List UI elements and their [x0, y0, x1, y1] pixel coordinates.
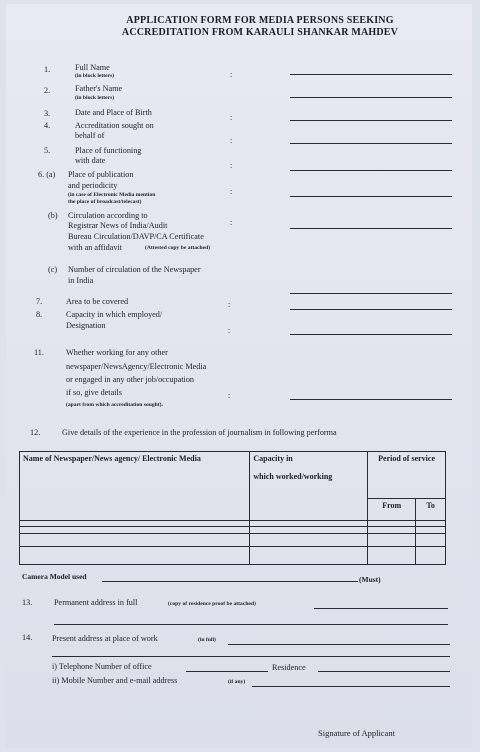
- item-number: 7.: [36, 297, 43, 306]
- item-number: 12.: [30, 428, 41, 437]
- circulation-note: (Attested copy be attached): [145, 245, 211, 251]
- table-row[interactable]: [20, 534, 446, 547]
- full-name-note: (in block letters): [75, 73, 115, 79]
- full-name-label: Full Name: [75, 63, 110, 72]
- circulation-number-label-1: Number of circulation of the Newspaper: [68, 265, 201, 274]
- item-number: 11.: [34, 348, 44, 357]
- colon: :: [228, 326, 231, 335]
- table-row[interactable]: [20, 547, 446, 565]
- other-work-label-1: Whether working for any other: [66, 348, 168, 357]
- fathers-name-label: Father's Name: [75, 84, 123, 93]
- item-number: 13.: [22, 598, 33, 607]
- present-address-field-2[interactable]: [52, 656, 450, 657]
- colon: :: [230, 218, 233, 227]
- circulation-label-4: with an affidavit: [68, 243, 122, 252]
- experience-label: Give details of the experience in the profession of journalism in following performa: [62, 428, 337, 437]
- experience-table: [19, 451, 446, 565]
- item-number: (c): [48, 265, 58, 274]
- table-header-from: From: [368, 499, 416, 521]
- area-label: Area to be covered: [66, 297, 129, 306]
- circulation-number-label-2: in India: [68, 276, 94, 285]
- other-work-label-4: if so, give details: [66, 388, 122, 397]
- publication-label-2: and periodicity: [68, 181, 118, 190]
- circulation-number-field[interactable]: [290, 293, 452, 294]
- circulation-label-1: Circulation according to: [68, 211, 148, 220]
- permanent-address-note: (copy of residence proof be attached): [168, 601, 256, 607]
- item-number: 1.: [44, 65, 51, 74]
- table-header-capacity-1: Capacity in: [253, 454, 293, 463]
- accreditation-field[interactable]: [290, 143, 452, 144]
- colon: :: [230, 113, 233, 122]
- mobile-label: ii) Mobile Number and e-mail address: [52, 676, 178, 685]
- fathers-name-field[interactable]: [290, 97, 452, 98]
- present-address-field-1[interactable]: [228, 644, 450, 645]
- permanent-address-field-2[interactable]: [54, 624, 448, 625]
- item-number: 3.: [44, 109, 51, 118]
- other-work-label-2: newspaper/NewsAgency/Electronic Media: [66, 362, 207, 371]
- telephone-office-field[interactable]: [186, 671, 268, 672]
- capacity-label-1: Capacity in which employed/: [66, 310, 163, 319]
- circulation-label-3: Bureau Circulation/DAVP/CA Certificate: [68, 232, 204, 241]
- publication-label-1: Place of publication: [68, 170, 134, 179]
- residence-label: Residence: [272, 663, 306, 672]
- present-address-label: Present address at place of work: [52, 634, 158, 643]
- signature-label: Signature of Applicant: [318, 728, 395, 738]
- table-header-newspaper: Name of Newspaper/News agency/ Electronic Media: [20, 452, 250, 521]
- colon: :: [228, 391, 231, 400]
- mobile-email-field[interactable]: [252, 686, 450, 687]
- functioning-label-1: Place of functioning: [75, 146, 142, 155]
- colon: :: [230, 70, 233, 79]
- mobile-note: (if any): [228, 679, 246, 685]
- functioning-label-2: with date: [75, 156, 106, 165]
- table-header-to: To: [416, 499, 446, 521]
- table-row[interactable]: [20, 527, 446, 534]
- area-field[interactable]: [290, 309, 452, 310]
- publication-note-1: (in case of Electronic Media mention: [68, 192, 156, 198]
- camera-label: Camera Model used: [22, 572, 87, 581]
- publication-note-2: the place of broadcast/telecast): [68, 199, 142, 205]
- camera-must: (Must): [359, 575, 381, 584]
- other-work-label-3: or engaged in any other job/occupation: [66, 375, 195, 384]
- table-header-capacity-2: which worked/working: [253, 472, 333, 481]
- colon: :: [230, 136, 233, 145]
- publication-field[interactable]: [290, 196, 452, 197]
- colon: :: [230, 187, 233, 196]
- circulation-field[interactable]: [290, 228, 452, 229]
- functioning-field[interactable]: [290, 170, 452, 171]
- table-header-period: Period of service: [368, 452, 446, 499]
- colon: :: [228, 300, 231, 309]
- circulation-label-2: Registrar News of India/Audit: [68, 221, 168, 230]
- table-header-capacity: [250, 452, 368, 521]
- colon: :: [230, 161, 233, 170]
- accreditation-label-2: behalf of: [75, 131, 105, 140]
- item-number: 4.: [44, 121, 51, 130]
- permanent-address-field-1[interactable]: [314, 608, 448, 609]
- full-name-field[interactable]: [290, 74, 452, 75]
- item-number: 8.: [36, 310, 43, 319]
- item-number: 14.: [22, 633, 33, 642]
- item-number: (b): [48, 211, 58, 220]
- fathers-name-note: (in block letters): [75, 95, 115, 101]
- accreditation-label-1: Accreditation sought on: [75, 121, 154, 130]
- other-work-note: (apart from which accreditation sought).: [66, 402, 163, 408]
- item-number: 2.: [44, 86, 51, 95]
- capacity-field[interactable]: [290, 334, 452, 335]
- present-address-note: (in full): [198, 637, 216, 643]
- item-number: 6. (a): [38, 170, 56, 179]
- telephone-residence-field[interactable]: [318, 671, 450, 672]
- other-work-field[interactable]: [290, 399, 452, 400]
- telephone-label: i) Telephone Number of office: [52, 662, 152, 671]
- capacity-label-2: Designation: [66, 321, 106, 330]
- dob-label: Date and Place of Birth: [75, 108, 152, 117]
- dob-field[interactable]: [290, 120, 452, 121]
- permanent-address-label: Permanent address in full: [54, 598, 138, 607]
- item-number: 5.: [44, 146, 51, 155]
- form-title-line-1: APPLICATION FORM FOR MEDIA PERSONS SEEKING: [126, 15, 394, 26]
- camera-field[interactable]: [102, 581, 358, 582]
- form-title-line-2: ACCREDITATION FROM KARAULI SHANKAR MAHDEV: [121, 27, 399, 38]
